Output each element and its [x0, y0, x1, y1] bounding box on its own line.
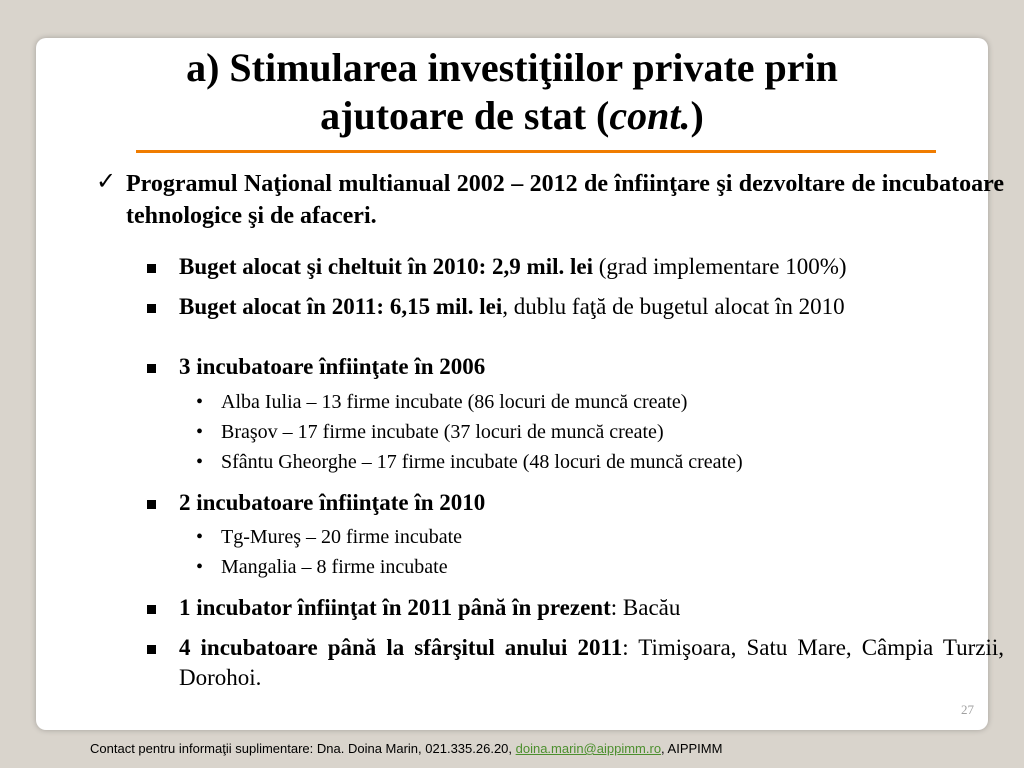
footer-suffix: , AIPPIMM [661, 741, 723, 756]
item-rest: : Timişoara, Satu Mare, Câmpia Turzii, Dorohoi. [179, 635, 1004, 690]
checkmark-icon: ✓ [96, 169, 117, 195]
list-item [179, 633, 1004, 693]
item-bold: 1 incubator înfiinţat în 2011 până în prezent [179, 595, 611, 620]
item-bold: 2 incubatoare înfiinţate în 2010 [179, 490, 486, 515]
contact-footer [90, 741, 990, 757]
slide-card [36, 38, 1004, 730]
item-rest: : Bacău [610, 595, 681, 620]
slide-title [36, 44, 988, 140]
sub-item: Tg-Mureş – 20 firme incubate [221, 526, 463, 548]
title-line2-start: ajutoare de stat ( [320, 93, 610, 138]
square-bullet-icon [147, 645, 156, 654]
dot-bullet-icon: • [196, 526, 204, 548]
main-bullet-text: Programul Naţional multianual 2002 – 2012 de înfiinţare şi dezvoltare de incubatoare tehnologice şi de afaceri. [126, 171, 1004, 229]
square-bullet-icon [147, 264, 156, 273]
title-line1: a) Stimularea investiţiilor private prin [186, 45, 838, 90]
square-bullet-icon [147, 364, 156, 373]
item-bold: Buget alocat şi cheltuit în 2010: 2,9 mil. lei [179, 254, 593, 279]
list-item [179, 292, 1004, 322]
title-line2-end: ) [690, 93, 704, 138]
email-link[interactable]: doina.marin@aippimm.ro [515, 741, 662, 756]
dot-bullet-icon: • [196, 391, 204, 413]
sub-item: Braşov – 17 firme incubate (37 locuri de muncă create) [221, 421, 664, 443]
square-bullet-icon [147, 304, 156, 313]
dot-bullet-icon: • [196, 556, 204, 578]
item-rest: , dublu faţă de bugetul alocat în 2010 [502, 294, 845, 319]
square-bullet-icon [147, 605, 156, 614]
sub-item: Sfântu Gheorghe – 17 firme incubate (48 locuri de muncă create) [221, 451, 743, 473]
list-item [179, 593, 1004, 623]
list-item [179, 252, 1004, 282]
page-number: 27 [961, 702, 974, 717]
sub-item: Alba Iulia – 13 firme incubate (86 locuri de muncă create) [221, 391, 688, 413]
item-rest: (grad implementare 100%) [592, 254, 847, 279]
title-line2-italic: cont. [609, 93, 691, 138]
dot-bullet-icon: • [196, 421, 204, 443]
sub-item: Mangalia – 8 firme incubate [221, 556, 448, 578]
square-bullet-icon [147, 500, 156, 509]
item-bold: 4 incubatoare până la sfârşitul anului 2011 [179, 635, 623, 660]
footer-prefix: Contact pentru informaţii suplimentare: Dna. Doina Marin, 021.335.26.20, [90, 741, 516, 756]
title-underline [136, 150, 936, 153]
list-item [179, 352, 1004, 382]
item-bold: Buget alocat în 2011: 6,15 mil. lei [179, 294, 503, 319]
list-item [179, 488, 1004, 518]
item-bold: 3 incubatoare înfiinţate în 2006 [179, 354, 486, 379]
dot-bullet-icon: • [196, 451, 204, 473]
